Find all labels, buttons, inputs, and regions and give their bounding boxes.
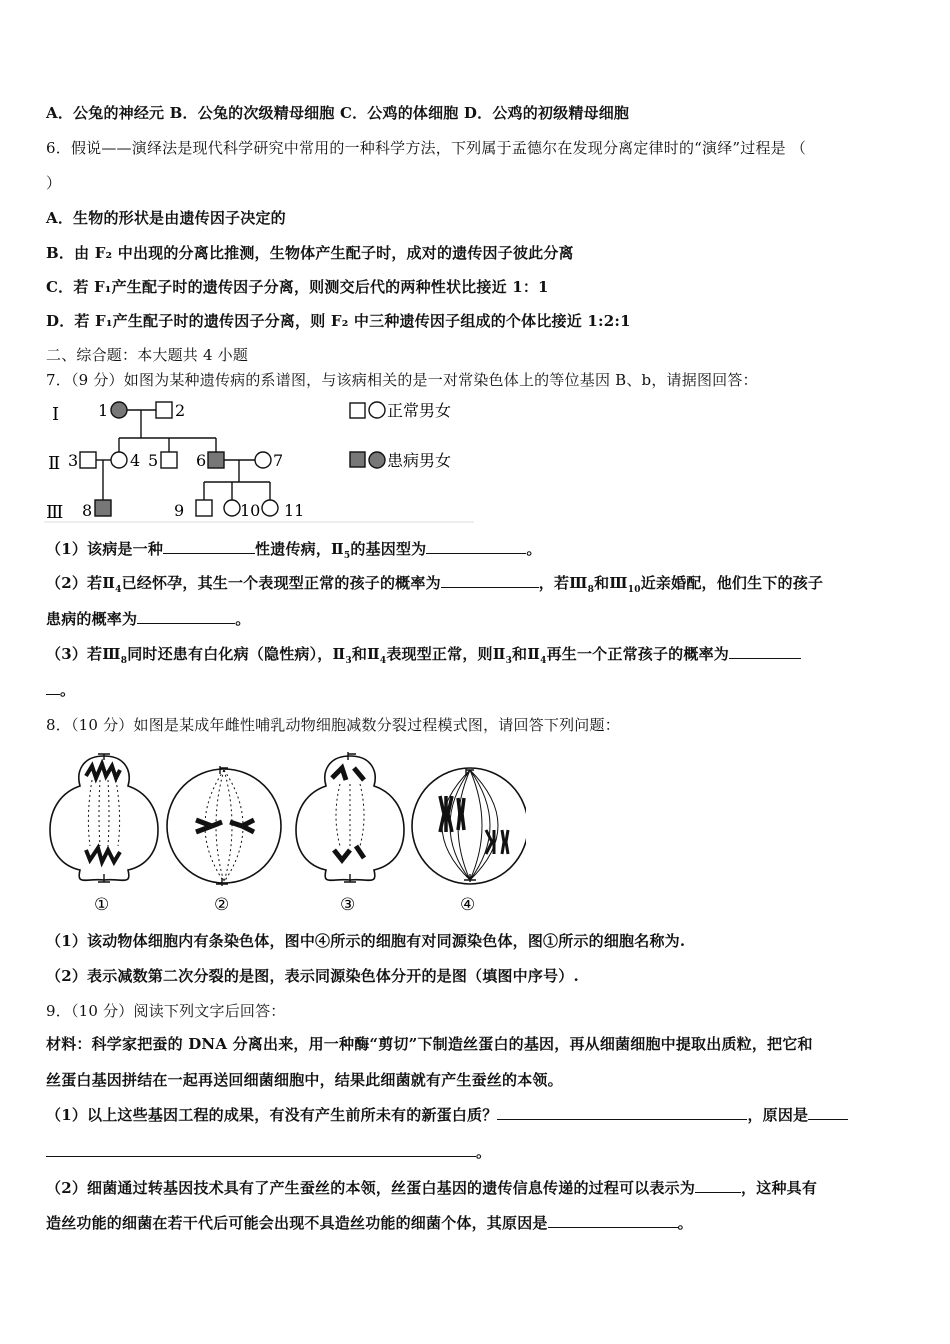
individual-2-normal-male <box>156 402 172 418</box>
q9-material-line2: 丝蛋白基因拼结在一起再送回细菌细胞中，结果此细菌就有产生蚕丝的本领。 <box>46 1071 563 1089</box>
q8-part1: （1）该动物体细胞内有条染色体，图中④所示的细胞有对同源染色体，图①所示的细胞名称为. <box>46 932 686 950</box>
q7-part3-cont: 。 <box>46 679 75 700</box>
section-heading: 二、综合题：本大题共 4 小题 <box>46 346 249 364</box>
cell-2-label: ② <box>214 895 230 915</box>
q9-part1-cont: 。 <box>46 1141 491 1162</box>
id-2: 2 <box>175 401 186 420</box>
individual-10-normal-female <box>224 500 240 516</box>
legend-normal-male-icon <box>350 403 365 418</box>
gen-1-label: Ⅰ <box>52 404 60 425</box>
individual-6-affected-male <box>208 452 224 468</box>
cell-1 <box>50 754 158 882</box>
id-5: 5 <box>148 451 159 470</box>
q5-options: A．公兔的神经元 B．公兔的次级精母细胞 C．公鸡的体细胞 D．公鸡的初级精母细胞 <box>46 104 630 122</box>
legend-normal-label: 正常男女 <box>387 401 452 420</box>
q6-stem-close: ） <box>46 174 62 192</box>
q6-option-b: B．由 F₂ 中出现的分离比推测，生物体产生配子时，成对的遗传因子彼此分离 <box>46 244 574 262</box>
individual-11-normal-female <box>262 500 278 516</box>
id-8: 8 <box>82 501 93 520</box>
id-3: 3 <box>68 451 79 470</box>
q9-stem: 9．（10 分）阅读下列文字后回答： <box>46 1002 286 1020</box>
legend-affected-label: 患病男女 <box>387 451 452 470</box>
id-1: 1 <box>98 401 109 420</box>
q7-part2-cont: 患病的概率为 。 <box>46 610 251 628</box>
individual-1-affected-female <box>111 402 127 418</box>
cell-4-label: ④ <box>460 895 476 915</box>
individual-5-normal-male <box>161 452 177 468</box>
legend-affected-male-icon <box>350 452 365 467</box>
legend-normal-female-icon <box>369 402 385 418</box>
cell-3 <box>296 752 404 882</box>
id-11: 11 <box>284 501 305 520</box>
cell-2 <box>167 766 281 886</box>
id-6: 6 <box>196 451 207 470</box>
cell-4 <box>412 768 526 884</box>
q8-stem: 8．（10 分）如图是某成年雌性哺乳动物细胞减数分裂过程模式图，请回答下列问题： <box>46 716 620 734</box>
id-9: 9 <box>174 501 185 520</box>
id-4: 4 <box>130 451 141 470</box>
gen-2-label: Ⅱ <box>48 453 61 474</box>
individual-8-affected-male <box>95 500 111 516</box>
legend-affected-female-icon <box>369 452 385 468</box>
q6-option-d: D．若 F₁产生配子时的遗传因子分离，则 F₂ 中三种遗传因子组成的个体比接近 1:2:1 <box>46 312 631 330</box>
q6-option-a: A．生物的形状是由遗传因子决定的 <box>46 209 286 227</box>
gen-3-label: Ⅲ <box>46 502 64 523</box>
cell-3-label: ③ <box>340 895 356 915</box>
meiosis-figure <box>46 746 526 916</box>
cell-1-label: ① <box>94 895 110 915</box>
q9-part1: （1）以上这些基因工程的成果，有没有产生前所未有的新蛋白质？ ，原因是 <box>46 1104 848 1125</box>
q9-material-line1: 材料：科学家把蚕的 DNA 分离出来，用一种酶“剪切”下制造丝蛋白的基因，再从细菌细胞中提取出质粒，把它和 <box>46 1035 813 1053</box>
q7-part3: （3）若$Ⅲ_8$同时还患有白化病（隐性病），$Ⅱ_3$和$Ⅱ_4$表现型正常，则$Ⅱ_3$和$Ⅱ_4$再生一个正常孩子的概率为 <box>46 643 801 666</box>
q7-part1: （1）该病是一种 性遗传病，$Ⅱ_5$的基因型为 。 <box>46 540 542 561</box>
id-10: 10 <box>240 501 261 520</box>
q8-part2: （2）表示减数第二次分裂的是图，表示同源染色体分开的是图（填图中序号）. <box>46 967 579 985</box>
q9-part2: （2）细菌通过转基因技术具有了产生蚕丝的本领，丝蛋白基因的遗传信息传递的过程可以表示为 ，这种具有 <box>46 1179 818 1197</box>
q6-stem: 6．假说——演绎法是现代科学研究中常用的一种科学方法，下列属于孟德尔在发现分离定律时的“演绎”过程是 （ <box>46 139 807 157</box>
id-7: 7 <box>273 451 284 470</box>
q7-part2: （2）若$Ⅱ_4$已经怀孕，其生一个表现型正常的孩子的概率为 ，若$Ⅲ_8$和$Ⅲ_{10}$近亲婚配，他们生下的孩子 <box>46 574 824 595</box>
individual-9-normal-male <box>196 500 212 516</box>
individual-3-normal-male <box>80 452 96 468</box>
q6-option-c: C．若 F₁产生配子时的遗传因子分离，则测交后代的两种性状比接近 1：1 <box>46 278 549 296</box>
q7-stem: 7．（9 分）如图为某种遗传病的系谱图，与该病相关的是一对常染色体上的等位基因 B、b，请据图回答： <box>46 371 758 389</box>
individual-4-normal-female <box>111 452 127 468</box>
q9-part2-cont: 造丝功能的细菌在若干代后可能会出现不具造丝功能的细菌个体，其原因是 。 <box>46 1214 693 1232</box>
individual-7-normal-female <box>255 452 271 468</box>
pedigree-chart <box>44 394 484 526</box>
